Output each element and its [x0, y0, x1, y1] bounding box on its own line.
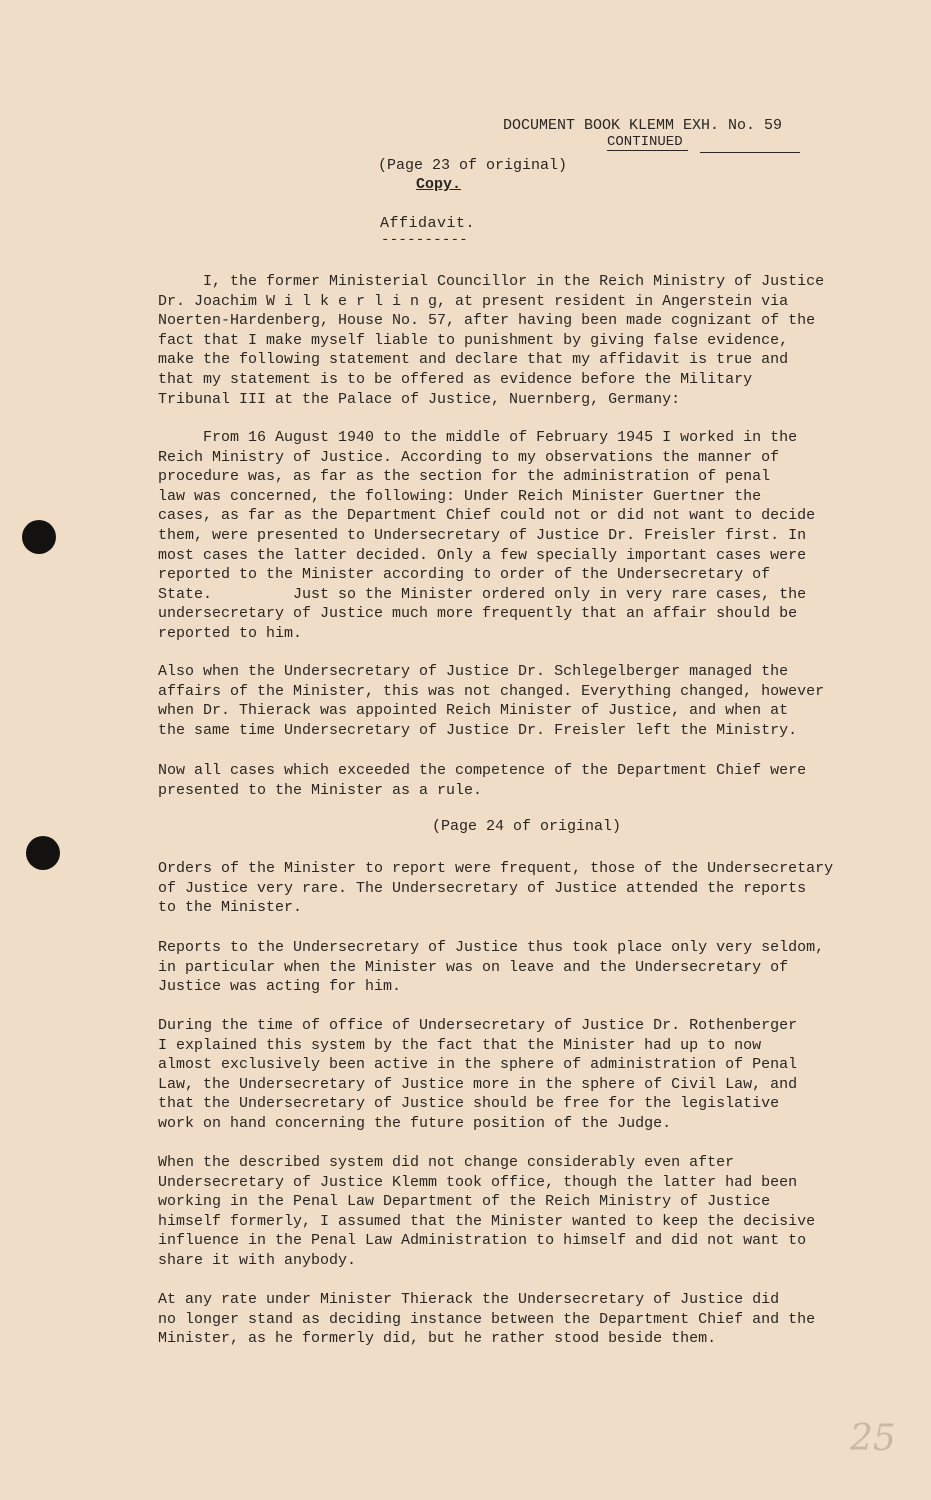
paragraph-schlegelberger: Also when the Undersecretary of Justice Dr. Schlegelberger managed the affairs of the Minister, this was not changed. Everything changed, however when Dr. Thierack was appointed Reich Minister of Justice, and when at the same time Undersecretary of Justice Dr. Freisler left the Ministry.: [158, 663, 825, 739]
paragraph-procedure: From 16 August 1940 to the middle of February 1945 I worked in the Reich Ministry of Justice. According to my observations the manner of procedure was, as far as the section for the administration of penal law was concerned, the following: Under Reich Minister Guertner the cases, as far as the Department Chief could not or did not want to decide them, were presented to Undersecretary of Justice Dr. Freisler first. In most cases the latter decided. Only a few specially important cases were reported to the Minister according to order of the Undersecretary of State. Just so the Minister ordered only in very rare cases, the undersecretary of Justice much more frequently that an affair should be reported to him.: [158, 429, 816, 642]
punch-hole-bottom: [26, 836, 60, 870]
pencil-page-number: 25: [850, 1418, 896, 1459]
copy-label: Copy.: [416, 176, 462, 193]
paragraph-klemm: When the described system did not change considerably even after Undersecretary of Justice Klemm took office, though the latter had been working in the Penal Law Department of the Reich Ministry of Justice himself formerly, I assumed that the Minister wanted to keep the decisive influence in the Penal Law Administration to himself and did not want to share it with anybody.: [158, 1154, 816, 1269]
paragraph-rothenberger: During the time of office of Undersecretary of Justice Dr. Rothenberger I explained this system by the fact that the Minister had up to now almost exclusively been active in the sphere of administration of Penal Law, the Undersecretary of Justice more in the sphere of Civil Law, and that the Undersecretary of Justice should be free for the legislative work on hand concerning the future position of the Judge.: [158, 1017, 798, 1132]
paragraph-reports: Reports to the Undersecretary of Justice thus took place only very seldom, in particular when the Minister was on leave and the Undersecretary of Justice was acting for him.: [158, 939, 825, 996]
paragraph-conclusion: At any rate under Minister Thierack the Undersecretary of Justice did no longer stand as deciding instance between the Department Chief and the Minister, as he formerly did, but he rather stood beside them.: [158, 1291, 816, 1348]
page-reference-24: (Page 24 of original): [432, 818, 622, 835]
page-reference-23: (Page 23 of original): [378, 157, 568, 174]
continued-underline: [700, 152, 800, 153]
paragraph-intro: I, the former Ministerial Councillor in the Reich Ministry of Justice Dr. Joachim W i l k e r l i n g, at present resident in Angerstein via Noerten-Hardenberg, House No. 57, after having been made cognizant of the fact that I make myself liable to punishment by giving false evidence, make the following statement and declare that my affidavit is true and that my statement is to be offered as evidence before the Military Tribunal III at the Palace of Justice, Nuernberg, Germany:: [158, 273, 825, 408]
title-underline: ----------: [381, 232, 469, 248]
paragraph-competence: Now all cases which exceeded the competence of the Department Chief were presented to the Minister as a rule.: [158, 762, 807, 799]
document-title: Affidavit.: [380, 215, 476, 232]
punch-hole-top: [22, 520, 56, 554]
document-reference: DOCUMENT BOOK KLEMM EXH. No. 59: [503, 117, 783, 134]
continued-label: CONTINUED: [607, 134, 688, 151]
paragraph-orders: Orders of the Minister to report were frequent, those of the Undersecretary of Justice very rare. The Undersecretary of Justice attended the reports to the Minister.: [158, 860, 834, 917]
